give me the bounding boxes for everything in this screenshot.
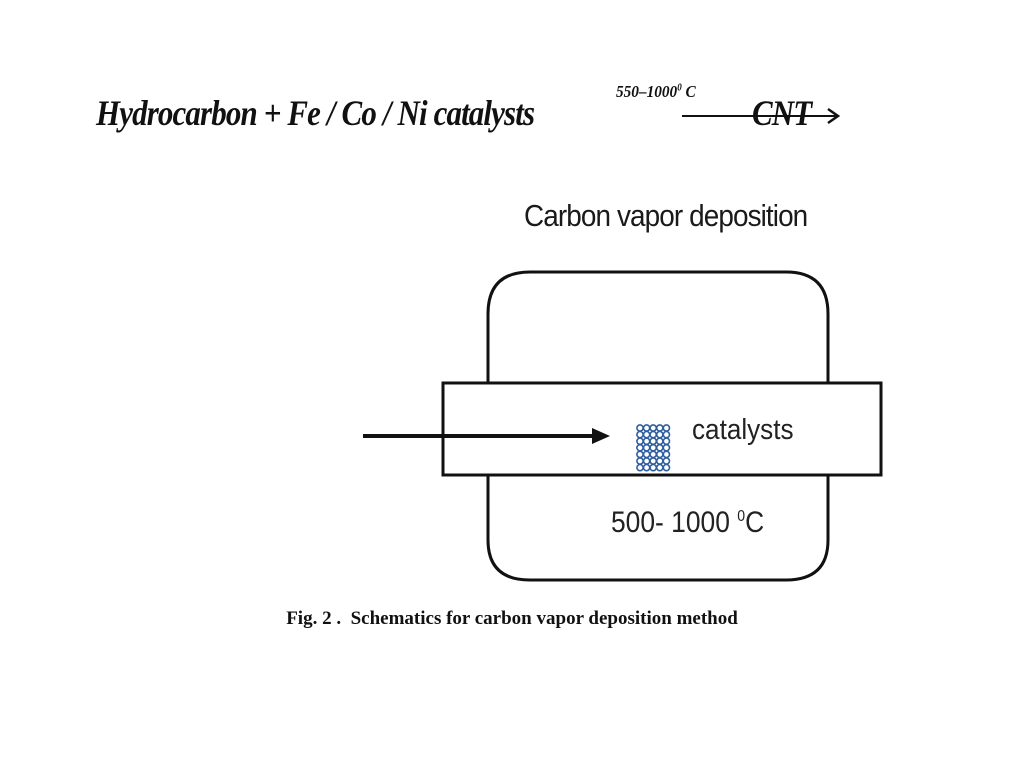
catalyst-bead xyxy=(644,451,650,457)
catalyst-bead xyxy=(663,425,669,431)
catalyst-bead xyxy=(637,445,643,451)
catalyst-bead xyxy=(650,432,656,438)
catalyst-bead xyxy=(644,438,650,444)
equation-condition-value: 550–1000 xyxy=(616,82,678,101)
catalyst-bead xyxy=(663,438,669,444)
catalyst-bead xyxy=(650,451,656,457)
catalyst-bead xyxy=(650,458,656,464)
catalyst-bead xyxy=(644,465,650,471)
catalyst-bead xyxy=(657,432,663,438)
catalyst-label: catalysts xyxy=(692,414,794,446)
catalyst-bead xyxy=(657,445,663,451)
catalyst-particles xyxy=(637,425,670,471)
catalyst-bead xyxy=(650,465,656,471)
temperature-value: 500- 1000 xyxy=(611,506,738,539)
catalyst-bead xyxy=(644,432,650,438)
catalyst-bead xyxy=(644,445,650,451)
catalyst-bead xyxy=(637,451,643,457)
catalyst-bead xyxy=(663,451,669,457)
catalyst-bead xyxy=(637,458,643,464)
catalyst-bead xyxy=(650,425,656,431)
catalyst-bead xyxy=(650,445,656,451)
temperature-unit: C xyxy=(745,506,765,539)
catalyst-bead xyxy=(657,465,663,471)
figure-caption: Fig. 2 . Schematics for carbon vapor deposition method xyxy=(286,608,738,629)
equation-condition-degree: 0 xyxy=(677,82,682,94)
equation-reactants: Hydrocarbon + Fe / Co / Ni catalysts xyxy=(96,93,535,133)
equation-condition-unit: C xyxy=(681,82,696,101)
temperature-degree: 0 xyxy=(737,508,746,525)
catalyst-bead xyxy=(663,445,669,451)
catalyst-bead xyxy=(663,458,669,464)
catalyst-bead xyxy=(663,465,669,471)
catalyst-bead xyxy=(657,458,663,464)
catalyst-bead xyxy=(650,438,656,444)
catalyst-bead xyxy=(644,425,650,431)
catalyst-bead xyxy=(644,458,650,464)
temperature-label xyxy=(611,506,764,540)
catalyst-bead xyxy=(657,451,663,457)
equation-product: CNT xyxy=(752,93,812,133)
catalyst-bead xyxy=(663,432,669,438)
catalyst-bead xyxy=(637,432,643,438)
catalyst-bead xyxy=(637,465,643,471)
catalyst-bead xyxy=(657,425,663,431)
catalyst-bead xyxy=(637,438,643,444)
catalyst-bead xyxy=(657,438,663,444)
diagram-title: Carbon vapor deposition xyxy=(524,198,808,233)
catalyst-bead xyxy=(637,425,643,431)
